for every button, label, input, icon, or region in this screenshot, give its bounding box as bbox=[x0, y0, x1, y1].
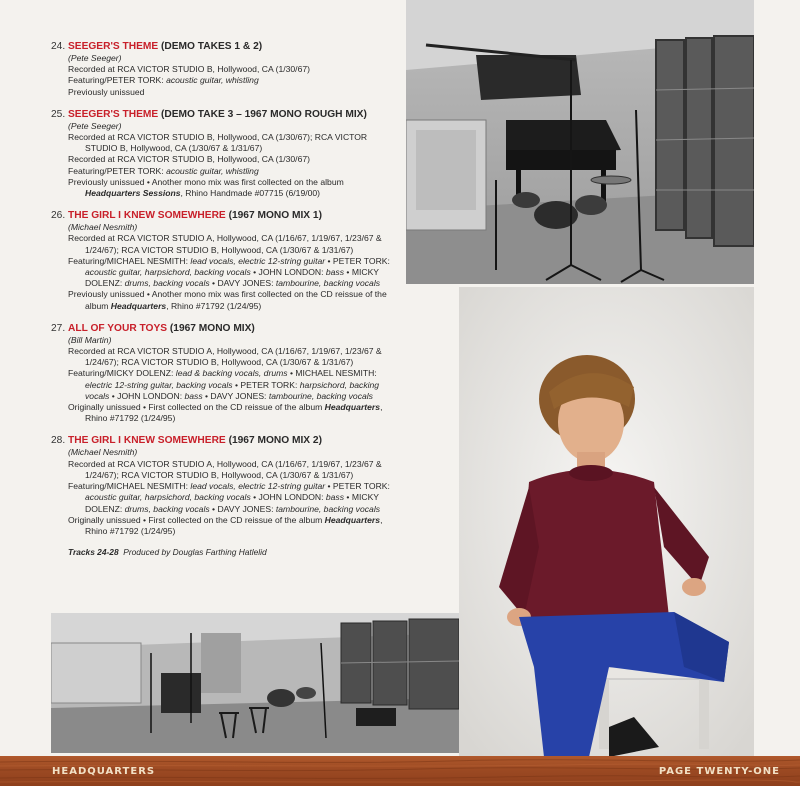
featuring-musician: • JOHN LONDON: bbox=[250, 267, 326, 278]
track-heading bbox=[51, 434, 391, 447]
track-title: ALL OF YOUR TOYS bbox=[68, 322, 168, 334]
featuring-instruments: bass bbox=[325, 267, 345, 278]
album-name: Headquarters bbox=[324, 514, 381, 525]
featuring-musician: • PETER TORK: bbox=[325, 255, 390, 266]
producer-tracks: Tracks 24-28 bbox=[68, 547, 119, 558]
track-subtitle: (1967 MONO MIX 1) bbox=[228, 210, 322, 222]
track-number: 27. bbox=[51, 322, 66, 334]
featuring-musician: • PETER TORK: bbox=[232, 379, 300, 390]
featuring-musician: Featuring/MICHAEL NESMITH: bbox=[68, 255, 191, 266]
featuring-instruments: acoustic guitar, harpsichord, backing vocals bbox=[85, 492, 251, 503]
track-title: THE GIRL I KNEW SOMEWHERE bbox=[68, 210, 226, 222]
release-notes bbox=[51, 177, 391, 199]
featuring-instruments: drums, backing vocals bbox=[124, 503, 210, 514]
recording-info: Recorded at RCA VICTOR STUDIO B, Hollywood, CA (1/30/67) bbox=[68, 154, 310, 165]
track-heading bbox=[51, 40, 391, 53]
featuring-instruments: drums, backing vocals bbox=[124, 278, 210, 289]
release-notes bbox=[51, 402, 391, 424]
notes-text: Originally unissued • First collected on the CD reissue of the album bbox=[68, 514, 325, 525]
track-title: SEEGER'S THEME bbox=[68, 41, 159, 52]
producer-credit bbox=[51, 547, 391, 558]
notes-text: , Rhino #71792 (1/24/95) bbox=[166, 300, 262, 311]
featuring-musician: Featuring/MICKY DOLENZ: bbox=[68, 368, 176, 379]
featuring-musician: Featuring/MICHAEL NESMITH: bbox=[68, 481, 191, 492]
notes-text: Previously unissued • Another mono mix was first collected on the CD reissue of the album bbox=[68, 289, 387, 311]
featuring-musician: • DAVY JONES: bbox=[209, 278, 276, 289]
track-title: THE GIRL I KNEW SOMEWHERE bbox=[68, 435, 226, 447]
featuring-musician: • DAVY JONES: bbox=[202, 390, 269, 401]
featuring-musician: • MICKY DOLENZ: bbox=[85, 267, 379, 289]
release-notes bbox=[51, 515, 391, 537]
featuring-label: Featuring/PETER TORK: bbox=[68, 165, 167, 176]
album-name: Headquarters bbox=[324, 402, 381, 413]
featuring-musician: • JOHN LONDON: bbox=[250, 492, 326, 503]
composer-credit: (Bill Martin) bbox=[68, 334, 112, 345]
featuring-musician: • MICHAEL NESMITH: bbox=[287, 368, 377, 379]
featuring-instruments: lead vocals, electric 12-string guitar bbox=[190, 255, 326, 266]
track-title: SEEGER'S THEME bbox=[68, 108, 159, 120]
album-name: Headquarters bbox=[110, 300, 167, 311]
album-name: Headquarters Sessions bbox=[85, 188, 181, 199]
featuring-instruments: tambourine, backing vocals bbox=[268, 390, 373, 401]
track-subtitle: (1967 MONO MIX 2) bbox=[228, 435, 322, 447]
composer-credit: (Pete Seeger) bbox=[68, 53, 122, 63]
featuring-line bbox=[51, 368, 391, 402]
composer-credit: (Pete Seeger) bbox=[68, 120, 122, 131]
recording-info: Recorded at RCA VICTOR STUDIO B, Hollywood, CA (1/30/67) bbox=[68, 64, 310, 75]
track-subtitle: (DEMO TAKES 1 & 2) bbox=[161, 41, 263, 52]
featuring-instruments: acoustic guitar, whistling bbox=[166, 165, 259, 176]
featuring-musician: • DAVY JONES: bbox=[209, 503, 276, 514]
featuring-musician: • MICKY DOLENZ: bbox=[85, 492, 379, 514]
featuring-instruments: lead & backing vocals, drums bbox=[175, 368, 288, 379]
featuring-label: Featuring/PETER TORK: bbox=[68, 75, 167, 86]
featuring-instruments: harpsichord, backing vocals bbox=[85, 379, 380, 401]
track-number: 28. bbox=[51, 435, 66, 447]
featuring-musician: • JOHN LONDON: bbox=[109, 390, 185, 401]
featuring-line bbox=[51, 481, 391, 515]
track-26 bbox=[51, 209, 391, 312]
track-25 bbox=[51, 108, 391, 199]
notes-text: Originally unissued • First collected on the CD reissue of the album bbox=[68, 402, 325, 413]
notes-text: , Rhino Handmade #07715 (6/19/00) bbox=[180, 188, 321, 199]
studio-photo-bottom bbox=[51, 613, 459, 753]
track-subtitle: (1967 MONO MIX) bbox=[169, 322, 255, 334]
track-number: 24. bbox=[51, 41, 66, 52]
studio-photo-top bbox=[406, 0, 754, 284]
featuring-line bbox=[51, 256, 391, 290]
footer-bar bbox=[0, 756, 800, 786]
track-subtitle: (DEMO TAKE 3 – 1967 MONO ROUGH MIX) bbox=[161, 108, 367, 120]
featuring-instruments: bass bbox=[325, 492, 345, 503]
recording-info: Recorded at RCA VICTOR STUDIO A, Hollywood, CA (1/16/67, 1/19/67, 1/23/67 & 1/24/67); RCA VICTOR STUDIO B, Hollywood, CA (1/30/67 & 1/31/67) bbox=[68, 346, 382, 368]
track-heading bbox=[51, 322, 391, 335]
recording-info: Recorded at RCA VICTOR STUDIO A, Hollywood, CA (1/16/67, 1/19/67, 1/23/67 & 1/24/67); RCA VICTOR STUDIO B, Hollywood, CA (1/30/67 & 1/31/67) bbox=[68, 233, 382, 255]
release-notes: Previously unissued bbox=[68, 86, 145, 97]
track-24 bbox=[51, 40, 391, 98]
featuring-instruments: acoustic guitar, harpsichord, backing vocals bbox=[85, 267, 251, 278]
track-heading bbox=[51, 108, 391, 121]
composer-credit: (Michael Nesmith) bbox=[68, 222, 138, 233]
featuring-instruments: tambourine, backing vocals bbox=[275, 278, 381, 289]
recording-info: Recorded at RCA VICTOR STUDIO A, Hollywood, CA (1/16/67, 1/19/67, 1/23/67 & 1/24/67); RCA VICTOR STUDIO B, Hollywood, CA (1/30/67 & 1/31/67) bbox=[68, 458, 382, 480]
featuring-instruments: electric 12-string guitar, backing vocals bbox=[85, 379, 233, 390]
featuring-line bbox=[51, 75, 391, 86]
track-28 bbox=[51, 434, 391, 537]
featuring-musician: • PETER TORK: bbox=[325, 481, 390, 492]
track-27 bbox=[51, 322, 391, 425]
footer-album-title: HEADQUARTERS bbox=[52, 766, 156, 777]
recording-info: Recorded at RCA VICTOR STUDIO B, Hollywood, CA (1/30/67); RCA VICTOR STUDIO B, Hollywood, CA (1/30/67 & 1/31/67) bbox=[68, 132, 368, 154]
featuring-instruments: bass bbox=[184, 390, 203, 401]
track-number: 25. bbox=[51, 108, 66, 120]
track-heading bbox=[51, 209, 391, 222]
featuring-instruments: lead vocals, electric 12-string guitar bbox=[190, 481, 326, 492]
notes-text: , Rhino #71792 (1/24/95) bbox=[85, 402, 383, 424]
featuring-line bbox=[51, 166, 391, 177]
notes-text: Previously unissued • Another mono mix was first collected on the album bbox=[68, 176, 344, 187]
composer-credit: (Michael Nesmith) bbox=[68, 447, 138, 458]
footer-page-number: PAGE TWENTY-ONE bbox=[658, 766, 780, 777]
release-notes bbox=[51, 289, 391, 311]
notes-text: , Rhino #71792 (1/24/95) bbox=[85, 514, 383, 536]
featuring-instruments: tambourine, backing vocals bbox=[275, 503, 381, 514]
featuring-instruments: acoustic guitar, whistling bbox=[166, 75, 259, 86]
portrait-photo bbox=[459, 287, 754, 757]
producer-name: Produced by Douglas Farthing Hatlelid bbox=[123, 547, 267, 558]
track-number: 26. bbox=[51, 210, 66, 222]
track-listing bbox=[51, 40, 391, 558]
